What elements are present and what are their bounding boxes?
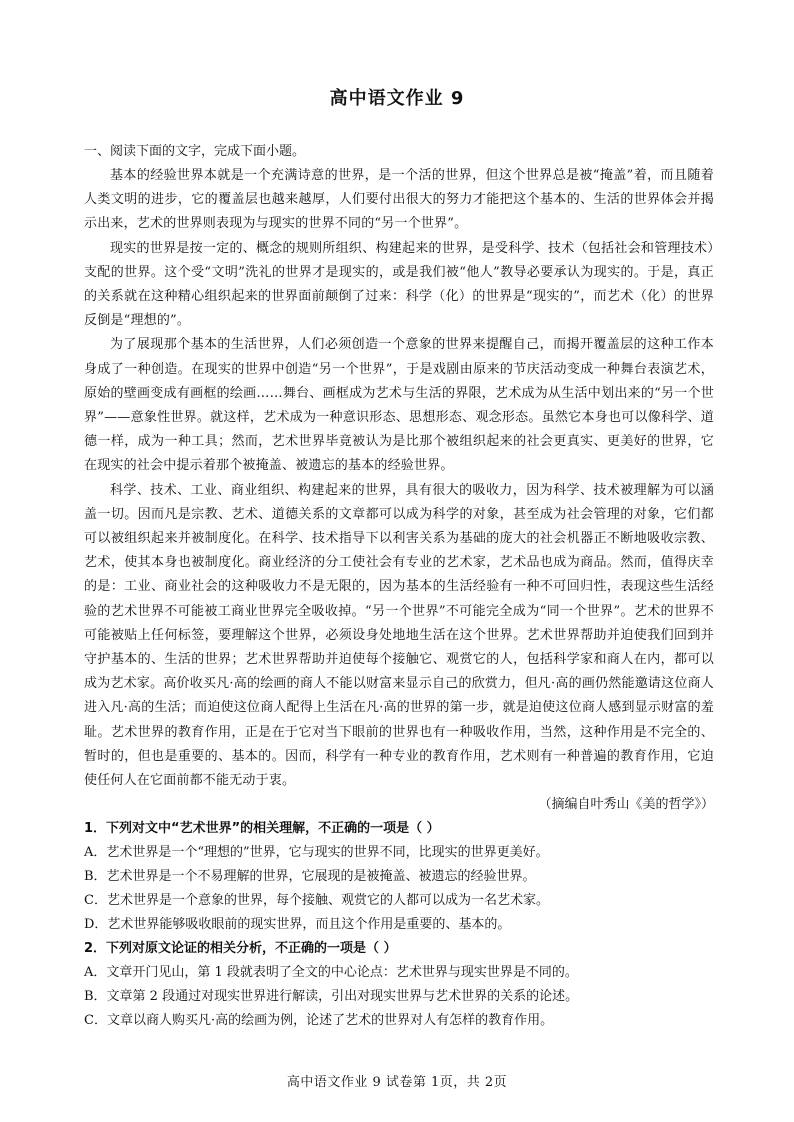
source-citation: （摘编自叶秀山《美的哲学》） xyxy=(538,797,714,813)
question-2-stem: 2．下列对原文论证的相关分析，不正确的一项是（ ） xyxy=(84,941,397,957)
page-footer: 高中语文作业 9 试卷第 1页，共 2页 xyxy=(286,1075,508,1090)
paragraph-2: 现实的世界是按一定的、概念的规则所组织、构建起来的世界，是受科学、技术（包括社会和管理技术）支配的世界。这个受“文明”洗礼的世界才是现实的，或是我们被“他人”教导必要承认为现实的。于是，真正的关系就在这种精心组织起来的世界面前颠倒了过来：科学（化）的世界是“现实的”，而艺术（化）的世界反倒是“理想的”。 xyxy=(84,240,714,329)
paragraph-4: 科学、技术、工业、商业组织、构建起来的世界，具有很大的吸收力，因为科学、技术被理解为可以涵盖一切。因而凡是宗教、艺术、道德关系的文章都可以成为科学的对象，甚至成为社会管理的对象，它们都可以被组织起来并被制度化。在科学、技术指导下以利害关系为基础的庞大的社会机器正不断地吸收宗教、艺术，使其本身也被制度化。商业经济的分工使社会有专业的艺术家，艺术品也成为商品。然而，值得庆幸的是：工业、商业社会的这种吸收力不是无限的，因为基本的生活经验有一种不可回归性，表现这些生活经验的艺术世界不可能被工商业世界完全吸收掉。“另一个世界”不可能完全成为“同一个世界”。艺术的世界不可能被贴上任何标签，要理解这个世界，必须设身处地地生活在这个世界。艺术世界帮助并迫使我们回到并守护基本的、生活的世界；艺术世界帮助并迫使每个接触它、观赏它的人，包括科学家和商人在内，都可以成为艺术家。高价收买凡·高的绘画的商人不能以财富来显示自己的欣赏力，但凡·高的画仍然能邀请这位商人进入凡·高的生活；而迫使这位商人配得上生活在凡·高的世界的第一步，就是迫使这位商人感到显示财富的羞耻。艺术世界的教育作用，正是在于它对当下眼前的世界也有一种吸收作用，当然，这种作用是不完全的、暂时的，但也是重要的、基本的。因而，科学有一种专业的教育作用，艺术则有一种普遍的教育作用，它迫使任何人在它面前都不能无动于衷。 xyxy=(84,482,714,789)
paragraph-1: 基本的经验世界本就是一个充满诗意的世界，是一个活的世界，但这个世界总是被“掩盖”着，而且随着人类文明的进步，它的覆盖层也越来越厚，人们要付出很大的努力才能把这个基本的、生活的世界体会并揭示出来，艺术的世界则表现为与现实的世界不同的“另一个世界”。 xyxy=(84,168,714,232)
question-1-option-d[interactable]: D．艺术世界能够吸收眼前的现实世界，而且这个作用是重要的、基本的。 xyxy=(84,917,511,933)
question-1-stem: 1．下列对文中“艺术世界”的相关理解，不正确的一项是（ ） xyxy=(84,821,440,837)
question-2-option-c[interactable]: C．文章以商人购买凡·高的绘画为例，论述了艺术的世界对人有怎样的教育作用。 xyxy=(84,1013,554,1029)
question-2-option-b[interactable]: B．文章第 2 段通过对现实世界进行解读，引出对现实世界与艺术世界的关系的论述。 xyxy=(84,989,579,1005)
page-title: 高中语文作业 9 xyxy=(329,88,465,109)
question-1-option-b[interactable]: B．艺术世界是一个不易理解的世界，它展现的是被掩盖、被遗忘的经验世界。 xyxy=(84,869,536,885)
question-2-option-a[interactable]: A．文章开门见山，第 1 段就表明了全文的中心论点：艺术世界与现实世界是不同的。 xyxy=(84,965,578,981)
question-1-option-a[interactable]: A．艺术世界是一个“理想的”世界，它与现实的世界不同，比现实的世界更美好。 xyxy=(84,845,549,861)
paragraph-3: 为了展现那个基本的生活世界，人们必须创造一个意象的世界来提醒自己，而揭开覆盖层的这种工作本身成了一种创造。在现实的世界中创造“另一个世界”，于是戏剧由原来的节庆活动变成一种舞台表演艺术，原始的壁画变成有画框的绘画……舞台、画框成为艺术与生活的界限，艺术成为从生活中划出来的“另一个世界”——意象性世界。就这样，艺术成为一种意识形态、思想形态、观念形态。虽然它本身也可以像科学、道德一样，成为一种工具；然而，艺术世界毕竟被认为是比那个被组织起来的社会更真实、更美好的世界，它在现实的社会中提示着那个被掩盖、被遗忘的基本的经验世界。 xyxy=(84,337,714,474)
question-1-option-c[interactable]: C．艺术世界是一个意象的世界，每个接触、观赏它的人都可以成为一名艺术家。 xyxy=(84,893,549,909)
section-heading: 一、阅读下面的文字，完成下面小题。 xyxy=(84,144,306,159)
reading-content xyxy=(84,140,714,1033)
question-2 xyxy=(84,937,714,1033)
question-1 xyxy=(84,817,714,937)
